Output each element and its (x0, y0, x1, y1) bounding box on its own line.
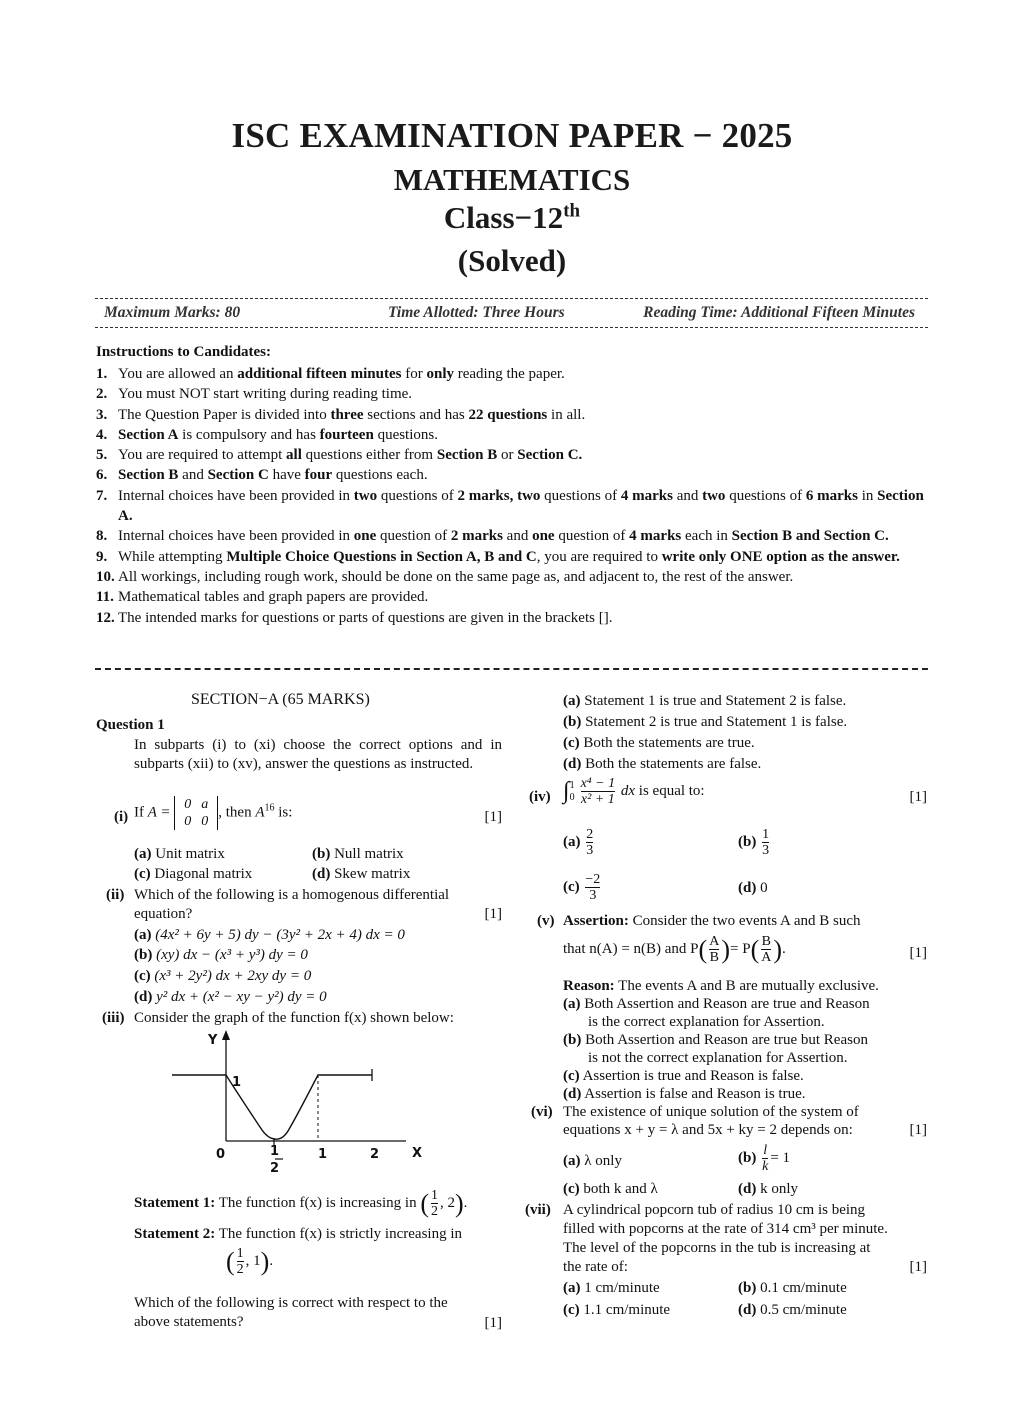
instruction-number: 12. (96, 609, 115, 626)
graph-tick-1: 1 (318, 1147, 328, 1162)
graph-tick-0: 0 (216, 1147, 226, 1162)
instructions-list (96, 364, 926, 628)
instruction-number: 8. (96, 528, 108, 545)
instruction-text: You are allowed an additional fifteen minutes for only reading the paper. (118, 366, 565, 382)
q-iv-opt-a: (a) $\frac{2}{3}$ (563, 827, 594, 858)
q-iii-num: (iii) (102, 1010, 125, 1026)
q-i-opt-b: (b) Null matrix (312, 846, 404, 862)
instruction-number: 1. (96, 366, 108, 382)
instruction-text: You are required to attempt all questions either from Section B or Section C. (118, 447, 583, 464)
instruction-text: All workings, including rough work, should be done on the same page as, and adjacent to, the rest of the answer. (118, 568, 794, 585)
q-v-num: (v) (537, 913, 555, 929)
instruction-number: 5. (96, 447, 108, 464)
solved-title: (Solved) (457, 243, 567, 278)
q-vii-opt-c: (c) 1.1 cm/minute (563, 1302, 671, 1318)
question-intro: In subparts (i) to (xi) choose the correct options and in subparts (xii) to (xv), answer the questions as instructed. (134, 737, 502, 772)
q-vi-text-2: equations x + y = λ and 5x + ky = 2 depends on: (563, 1122, 853, 1138)
right-column (525, 690, 929, 1340)
class-title: Class−12th (443, 200, 581, 235)
q-v-assertion-2: that n(A) = n(B) and P( $\frac{A}{B}$ )= P( $\frac{B}{A}$ ). (563, 934, 786, 965)
q-iv-integral: ∫1 0 $\frac{\text{x⁴ − 1}}{\text{x² + 1}}$ dx is equal to: (563, 776, 705, 807)
q-i-num: (i) (114, 809, 129, 825)
q-vi-opt-b: (b) $\frac{l}{k}$ = 1 (738, 1143, 791, 1174)
q-vii-opt-d: (d) 0.5 cm/minute (738, 1302, 847, 1318)
instruction-item (96, 445, 926, 465)
paper-title: ISC EXAMINATION PAPER − 2025 (231, 116, 793, 155)
reading-time: Reading Time: Additional Fifteen Minutes (643, 304, 915, 321)
q-vi-num: (vi) (531, 1104, 553, 1120)
divider-meta (95, 327, 928, 328)
instruction-item (96, 486, 926, 527)
q-vii-text-4: the rate of: (563, 1259, 628, 1275)
instruction-number: 11. (96, 589, 114, 606)
instruction-number: 2. (96, 386, 108, 403)
q-vi-opt-a: (a) λ only (563, 1153, 622, 1169)
q-vi-opt-d: (d) k only (738, 1181, 799, 1197)
instruction-item (96, 465, 926, 485)
q-ii-opt-c: (c) (x³ + 2y²) dx + 2xy dy = 0 (134, 968, 312, 984)
instruction-text: Section A is compulsory and has fourteen questions. (118, 426, 438, 443)
q-vii-text-1: A cylindrical popcorn tub of radius 10 cm is being (563, 1202, 866, 1218)
left-column (96, 690, 506, 1340)
q-ii-opt-d: (d) y² dx + (x² − xy − y²) dy = 0 (134, 989, 327, 1005)
instruction-item (96, 364, 926, 384)
q-iv-opt-c: (c) $\frac{-2}{3}$ (563, 872, 601, 903)
q-vi-mark: [1] (909, 1122, 927, 1138)
q-v-opt-a: (a) Both Assertion and Reason are true and Reason (563, 996, 870, 1012)
statement-1: Statement 1: The function f(x) is increasing in ( $\frac{1}{2}$ , 2). (134, 1188, 468, 1219)
instruction-text: Section B and Section C have four questions each. (118, 467, 428, 484)
q-iii-question: Which of the following is correct with respect to the above statements? (134, 1295, 448, 1330)
instruction-text: Internal choices have been provided in two questions of 2 marks, two questions of 4 marks and two questions of 6 marks in Section A. (118, 487, 924, 525)
q-v-opt-d: (d) Assertion is false and Reason is true. (563, 1086, 806, 1102)
q-iii-opt-d: (d) Both the statements are false. (563, 756, 762, 772)
divider-section (95, 668, 928, 670)
instruction-text: Mathematical tables and graph papers are provided. (118, 589, 429, 606)
q-i-opt-c: (c) Diagonal matrix (134, 866, 253, 882)
instruction-item (96, 405, 926, 425)
q-vii-num: (vii) (525, 1202, 551, 1218)
statement-2: Statement 2: The function f(x) is strictly increasing in (134, 1226, 462, 1242)
q-i-opt-a: (a) Unit matrix (134, 846, 225, 862)
q-vii-mark: [1] (909, 1259, 927, 1275)
instruction-number: 10. (96, 568, 115, 585)
instruction-text: You must NOT start writing during reading time. (118, 386, 413, 403)
function-graph (166, 1028, 436, 1176)
q-vi-text-1: The existence of unique solution of the system of (563, 1104, 859, 1120)
q-ii-mark: [1] (484, 906, 502, 922)
meta-row (100, 304, 915, 326)
q-v-opt-a-2: is the correct explanation for Assertion. (588, 1014, 825, 1030)
matrix-a: 0 a 0 0 (174, 796, 218, 830)
q-iv-num: (iv) (529, 789, 551, 805)
q-ii-num: (ii) (106, 887, 125, 903)
question-1-label: Question 1 (96, 717, 165, 733)
q-v-assertion: Assertion: Consider the two events A and B such (563, 913, 861, 929)
graph-x-label: X (412, 1146, 423, 1161)
q-v-reason: Reason: The events A and B are mutually exclusive. (563, 978, 879, 994)
q-iii-opt-c: (c) Both the statements are true. (563, 735, 755, 751)
graph-tick-half-den: 2 (270, 1161, 280, 1176)
q-iv-mark: [1] (909, 789, 927, 805)
graph-tick-y1: 1 (232, 1075, 242, 1090)
instruction-item (96, 547, 926, 567)
q-i-mark: [1] (484, 809, 502, 825)
q-iii-opt-b: (b) Statement 2 is true and Statement 1 is false. (563, 714, 848, 730)
instruction-number: 6. (96, 467, 108, 484)
instruction-item (96, 425, 926, 445)
q-iv-opt-b: (b) $\frac{1}{3}$ (738, 827, 770, 858)
q-iii-mark: [1] (484, 1315, 502, 1331)
instruction-item (96, 587, 926, 607)
graph-y-label: Y (208, 1033, 218, 1048)
instruction-text: Internal choices have been provided in one question of 2 marks and one question of 4 marks each in Section B and Section C. (118, 528, 889, 545)
instruction-item (96, 608, 926, 628)
q-ii-opt-a: (a) (4x² + 6y + 5) dy − (3y² + 2x + 4) dx = 0 (134, 927, 405, 943)
q-vii-opt-b: (b) 0.1 cm/minute (738, 1280, 847, 1296)
instruction-text: While attempting Multiple Choice Questions in Section A, B and C, you are required to write only ONE option as the answer. (118, 548, 900, 565)
instructions-heading: Instructions to Candidates: (96, 344, 272, 360)
q-vi-opt-c: (c) both k and λ (563, 1181, 658, 1197)
instruction-number: 7. (96, 487, 108, 504)
instruction-text: The intended marks for questions or parts of questions are given in the brackets []. (118, 609, 613, 626)
time-allotted: Time Allotted: Three Hours (388, 304, 565, 321)
q-iv-opt-d: (d) 0 (738, 880, 768, 896)
statement-2-interval: ( $\frac{1}{2}$ , 1). (226, 1246, 274, 1277)
q-iii-opt-a: (a) Statement 1 is true and Statement 2 is false. (563, 693, 847, 709)
q-vii-text-3: The level of the popcorns in the tub is increasing at (563, 1240, 871, 1256)
q-v-opt-b: (b) Both Assertion and Reason are true but Reason (563, 1032, 868, 1048)
instruction-item (96, 567, 926, 587)
q-vii-opt-a: (a) 1 cm/minute (563, 1280, 660, 1296)
instruction-number: 9. (96, 548, 108, 565)
graph-tick-half-num: 1 (270, 1144, 280, 1159)
subject-title: MATHEMATICS (393, 162, 631, 197)
q-ii-opt-b: (b) (xy) dx − (x³ + y³) dy = 0 (134, 947, 308, 963)
graph-tick-2: 2 (370, 1147, 380, 1162)
q-ii-text: Which of the following is a homogenous differential equation? (134, 887, 450, 922)
section-title: SECTION−A (65 MARKS) (191, 691, 370, 708)
instruction-number: 4. (96, 426, 108, 443)
q-i-opt-d: (d) Skew matrix (312, 866, 411, 882)
q-v-opt-c: (c) Assertion is true and Reason is false. (563, 1068, 804, 1084)
max-marks: Maximum Marks: 80 (104, 304, 241, 321)
q-i-text: If A = 0 a 0 0 , then $A^{16}$ is: (134, 797, 293, 829)
graph-y-arrow (222, 1030, 230, 1040)
q-vii-text-2: filled with popcorns at the rate of 314 cm³ per minute. (563, 1221, 888, 1237)
q-v-mark: [1] (909, 945, 927, 961)
divider-top (95, 298, 928, 299)
q-iii-text: Consider the graph of the function f(x) shown below: (134, 1010, 454, 1026)
instruction-number: 3. (96, 406, 108, 423)
instruction-text: The Question Paper is divided into three sections and has 22 questions in all. (118, 406, 586, 423)
graph-curve (172, 1075, 372, 1139)
q-v-opt-b-2: is not the correct explanation for Assertion. (588, 1050, 848, 1066)
instruction-item (96, 384, 926, 404)
instruction-item (96, 526, 926, 546)
